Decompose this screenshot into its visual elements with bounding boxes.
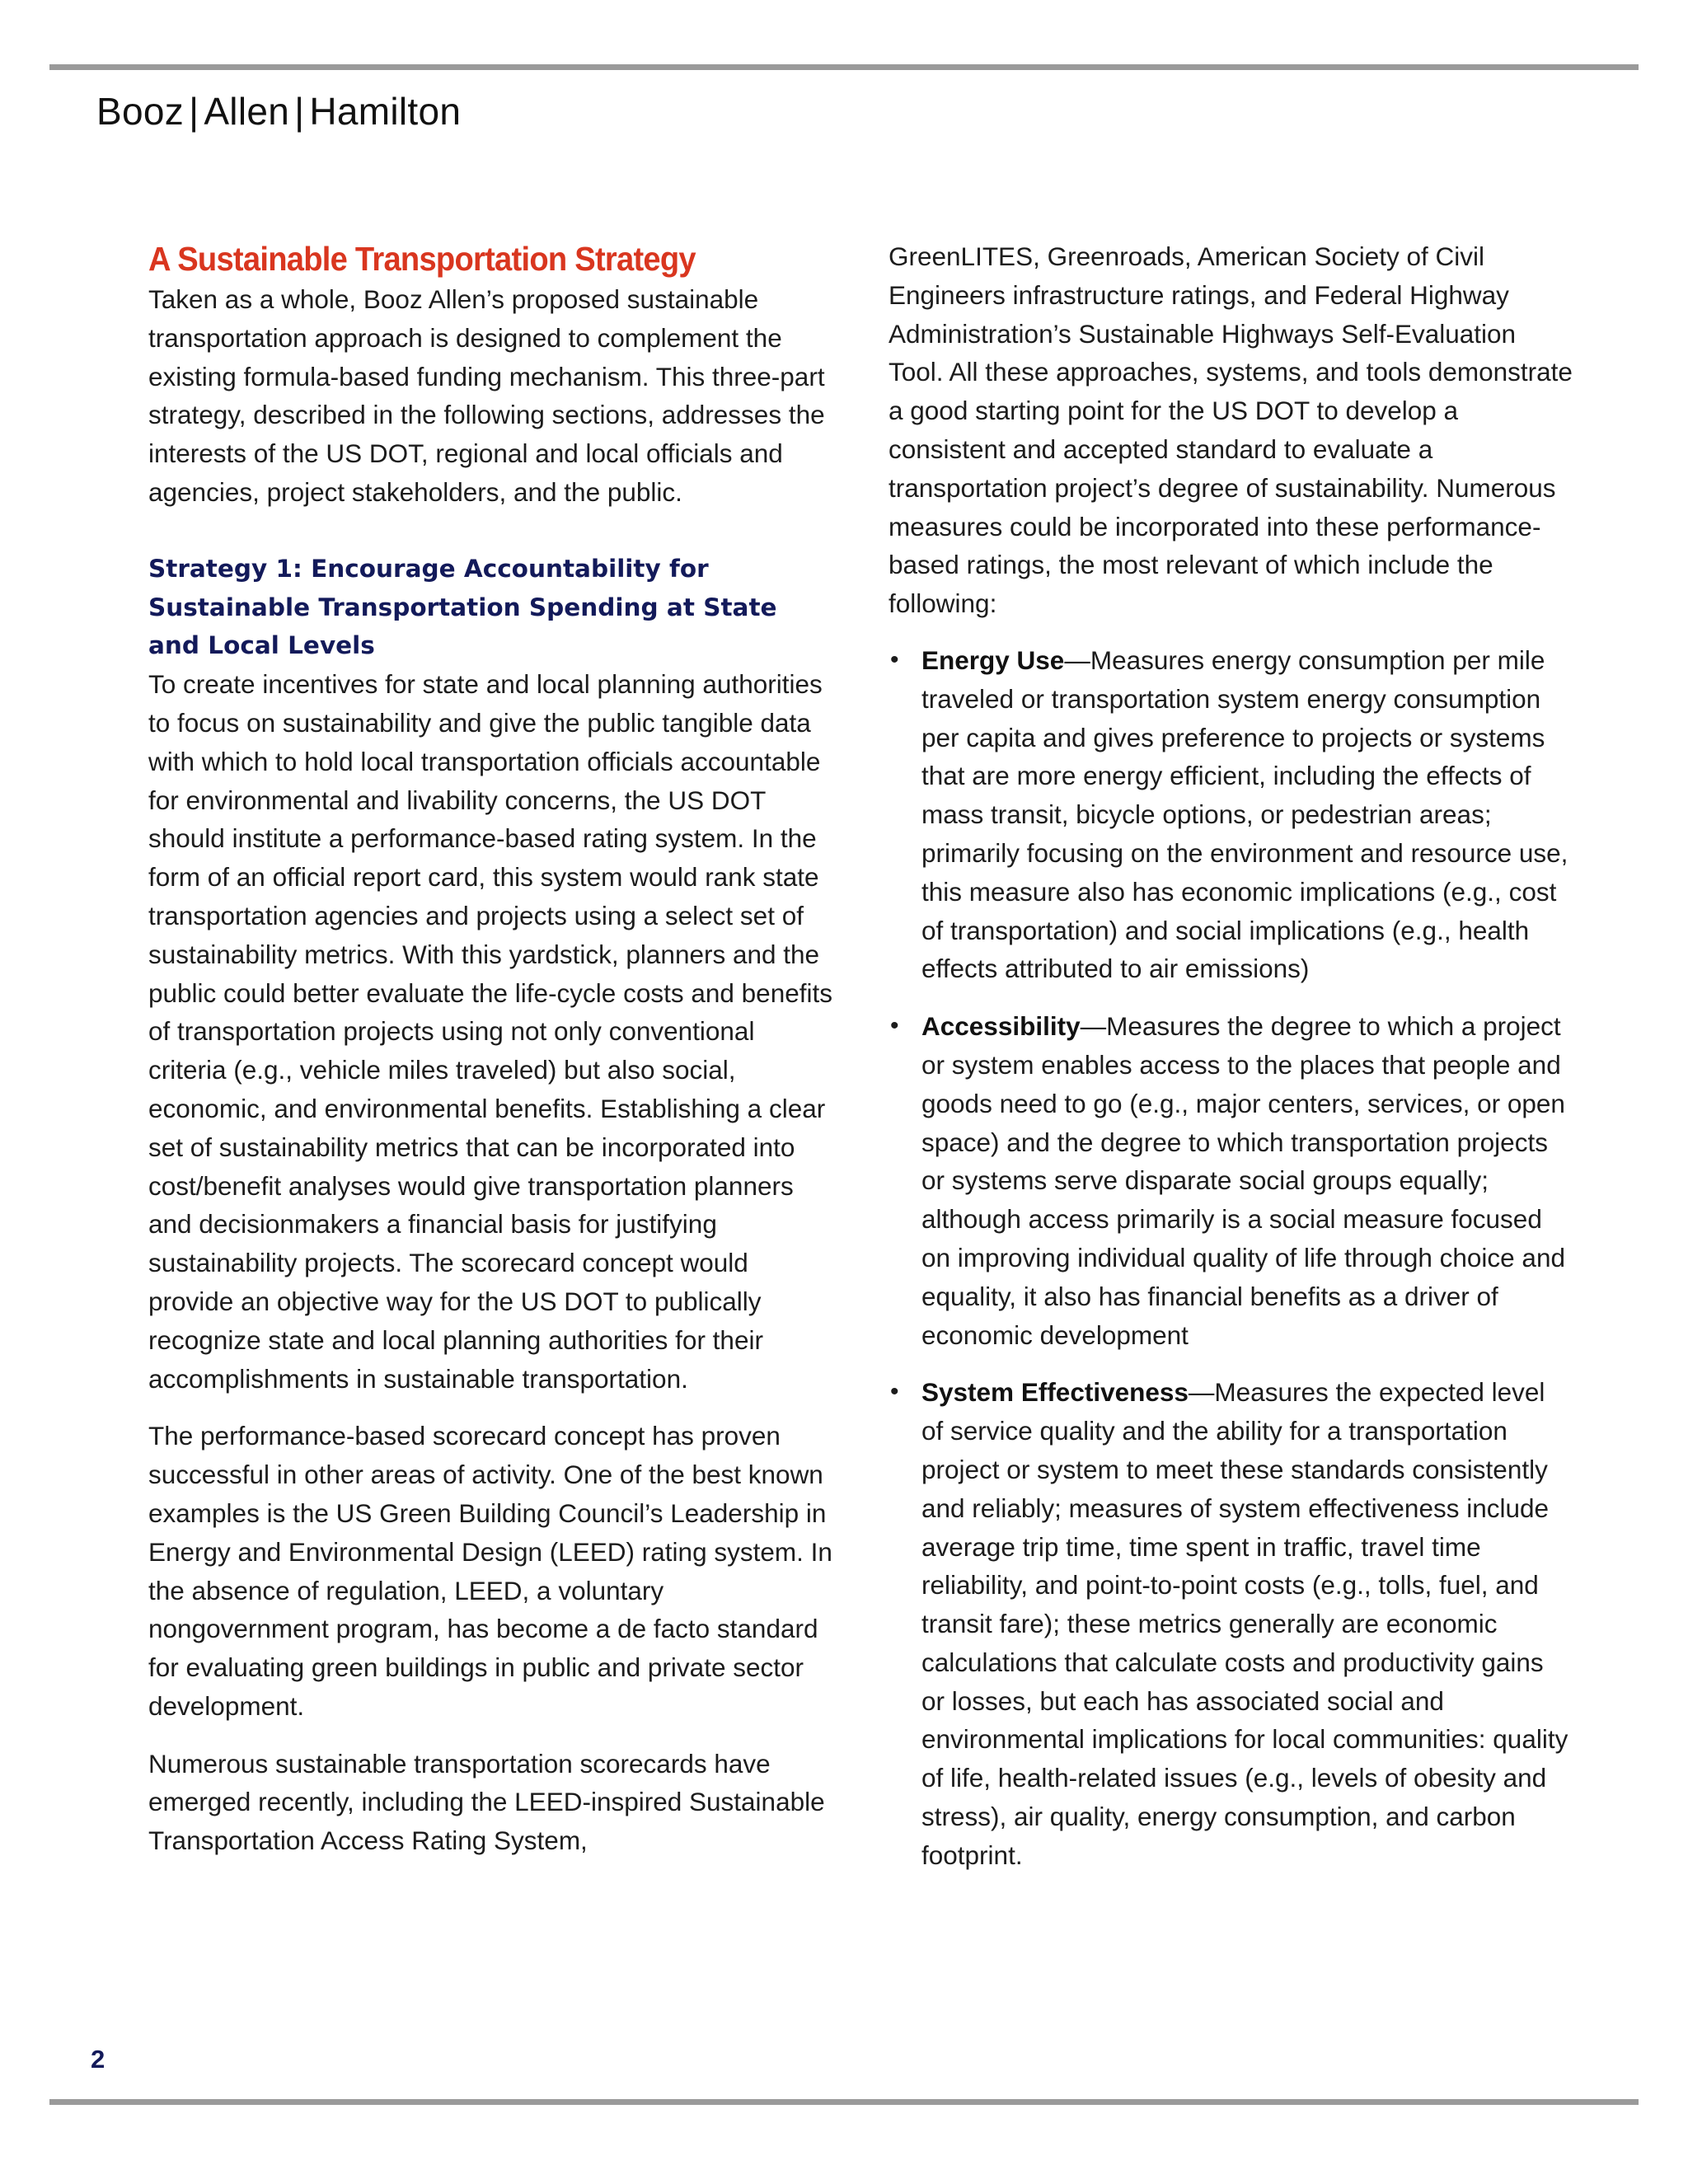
bullet-text: —Measures the degree to which a project or system enables access to the places that people and goods need to go (e.g., major centers, services, or open space) and the degree to which transportation projects or systems serve disparate social groups equally; although access primarily is a social measure focused on improving individual quality of life through choice and equality, it also has financial benefits as a driver of economic development [921, 1011, 1565, 1350]
brand-part-hamilton: Hamilton [309, 90, 462, 133]
bottom-rule [49, 2099, 1639, 2105]
bullet-term: System Effectiveness [921, 1377, 1189, 1408]
scorecard-paragraph: The performance-based scorecard concept has proven successful in other areas of activity. One of the best known examples is the US Green Building Council’s Leadership in Energy and Environmental Design (LEED) rating system. In the absence of regulation, LEED, a voluntary nongovernment program, has become a de facto standard for evaluating green buildings in public and private sector development. [148, 1421, 832, 1721]
scorecards-paragraph: Numerous sustainable transportation scorecards have emerged recently, including the LEED-inspired Sustainable Transportation Access Rating System, [148, 1748, 825, 1856]
list-item [889, 1373, 1573, 1874]
right-column [889, 237, 1573, 1894]
brand-logo [96, 89, 461, 134]
list-item [889, 641, 1573, 988]
strategy-1-heading: Strategy 1: Encourage Accountability for Sustainable Transportation Spending at State and Local Levels [148, 554, 777, 660]
intro-paragraph: Taken as a whole, Booz Allen’s proposed sustainable transportation approach is designed to complement the existing formula-based funding mechanism. This three-part strategy, described in the following sections, addresses the interests of the US DOT, regional and local officials and agencies, project stakeholders, and the public. [148, 284, 825, 507]
bullet-text: —Measures the expected level of service quality and the ability for a transportation project or system to meet these standards consistently and reliably; measures of system effectiveness include average trip time, time spent in traffic, travel time reliability, and point-to-point costs (e.g., tolls, fuel, and transit fare); these metrics generally are economic calculations that calculate costs and productivity gains or losses, but each has associated social and environmental implications for local communities: quality of life, health-related issues (e.g., levels of obesity and stress), air quality, energy consumption, and carbon footprint. [921, 1377, 1568, 1870]
top-rule [49, 64, 1639, 70]
bullet-term: Accessibility [921, 1011, 1081, 1042]
measures-list [889, 641, 1573, 1875]
section-title: A Sustainable Transportation Strategy [148, 240, 696, 278]
continued-paragraph: GreenLITES, Greenroads, American Society of Civil Engineers infrastructure ratings, and Federal Highway Administration’s Sustainable Highways Self-Evaluation Tool. All these approaches, systems, and tools demonstrate a good starting point for the US DOT to develop a consistent and accepted standard to evaluate a transportation project’s degree of sustainability. Numerous measures could be incorporated into these performance-based ratings, the most relevant of which include the following: [889, 241, 1573, 619]
brand-separator: | [294, 90, 305, 133]
bullet-text: —Measures energy consumption per mile traveled or transportation system energy consumption per capita and gives preference to projects or systems that are more energy efficient, including the effects of mass transit, bicycle options, or pedestrian areas; primarily focusing on the environment and resource use, this measure also has economic implications (e.g., cost of transportation) and social implications (e.g., health effects attributed to air emissions) [921, 644, 1568, 984]
bullet-icon: • [890, 1012, 899, 1040]
list-item [889, 1007, 1573, 1354]
bullet-icon: • [890, 1378, 899, 1406]
bullet-icon: • [890, 645, 899, 673]
brand-part-allen: Allen [204, 90, 290, 133]
brand-part-booz: Booz [96, 90, 185, 133]
page-number: 2 [91, 2045, 106, 2074]
left-column [148, 237, 834, 1860]
strategy-1-body: To create incentives for state and local planning authorities to focus on sustainability and give the public tangible data with which to hold local transportation officials accountable for environmental and livability concerns, the US DOT should institute a performance-based rating system. In the form of an official report card, this system would rank state transportation agencies and projects using a select set of sustainability metrics. With this yardstick, planners and the public could better evaluate the life-cycle costs and benefits of transportation projects using not only conventional criteria (e.g., vehicle miles traveled) but also social, economic, and environmental benefits. Establishing a clear set of sustainability metrics that can be incorporated into cost/benefit analyses would give transportation planners and decisionmakers a financial basis for justifying sustainability projects. The scorecard concept would provide an objective way for the US DOT to publically recognize state and local planning authorities for their accomplishments in sustainable transportation. [148, 669, 832, 1394]
bullet-term: Energy Use [921, 644, 1065, 675]
brand-separator: | [189, 90, 199, 133]
